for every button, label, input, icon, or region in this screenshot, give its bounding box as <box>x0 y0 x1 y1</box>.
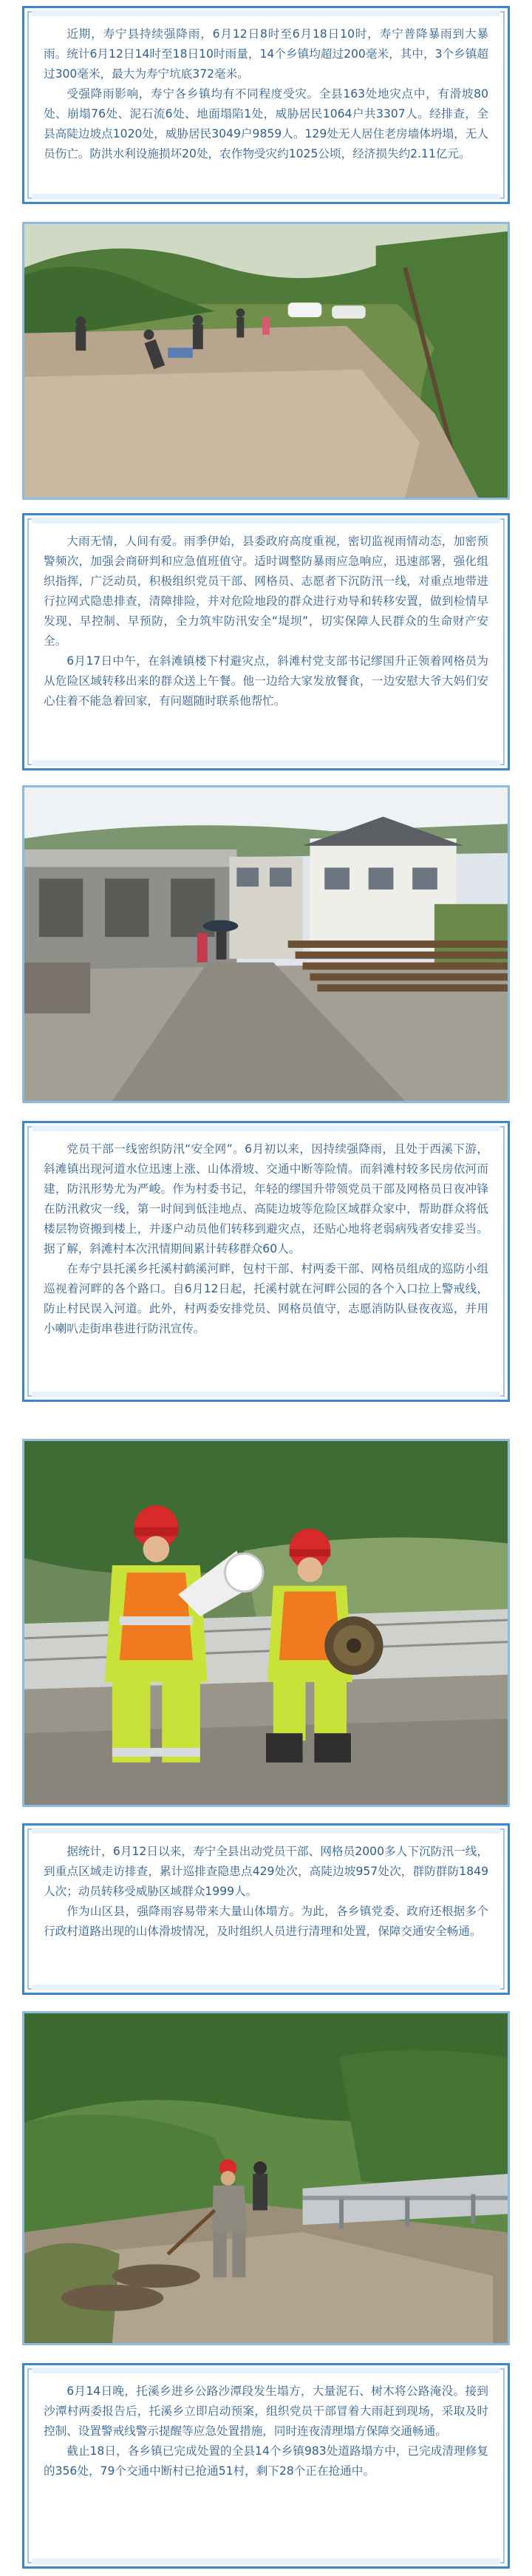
paragraph-2: 受强降雨影响，寿宁各乡镇均有不同程度受灾。全县163处地灾点中，有滑坡80处、崩塌76处、泥石流6处、地面塌陷1处，威胁居民1064户共3307人。经排查，全县高陡边坡点1020处，威胁居民3049户9859人。129处无人居住老房墙体坍塌，无人员伤亡。防洪水利设施损坏20处，农作物受灾约1025公顷，经济损失约2.11亿元。 <box>44 87 488 160</box>
paragraph-1: 近期，寿宁县持续强降雨，6月12日8时至6月18日10时，寿宁普降暴雨到大暴雨。统计6月12日14时至18日10时雨量，14个乡镇均超过200毫米，其中，3个乡镇超过300毫米，最大为寿宁坑底372毫米。 <box>44 27 488 81</box>
paragraph-8: 作为山区县，强降雨容易带来大量山体塌方。为此，各乡镇党委、政府还根据多个行政村道路出现的山体滑坡情况，及时组织人员进行清理和处置，保障交通安全畅通。 <box>44 1905 488 1938</box>
paragraph-7: 据统计，6月12日以来，寿宁全县出动党员干部、网格员2000多人下沉防汛一线，到重点区域走访排查，累计巡排查隐患点429处次，高陡边坡957处次，群防群防1849人次；动员转移受威胁区域群众1999人。 <box>44 1845 488 1898</box>
paragraph-5: 党员干部一线密织防汛“安全网”。6月初以来，因持续强降雨，且处于西溪下游，斜滩镇出现河道水位迅速上涨、山体滑坡、交通中断等险情。而斜滩村较多民房依河而建，防汛形势尤为严峻。作为村委书记，年轻的缪国升带领党员干部及网格员日夜冲锋在防汛救灾一线，第一时间到低洼地点、高陡边坡等危险区域群众家中，帮助群众将低楼层物资搬到楼上，并逐户动员他们转移到避灾点，还贴心地将老弱病残者安排妥当。据了解，斜滩村本次汛情期间累计转移群众60人。 <box>44 1142 488 1255</box>
paragraph-3: 大雨无情，人间有爱。雨季伊始，县委政府高度重视，密切监视雨情动态，加密预警频次，加强会商研判和应急值班值守。适时调整防暴雨应急响应，迅速部署，强化组织指挥，广泛动员，积极组织党员干部、网格员、志愿者下沉防汛一线，对重点地带进行拉网式隐患排查，清障排险，并对危险地段的群众进行劝导和转移安置，做到检情早发现、早控制、早预防，全力筑牢防汛安全“堤坝”，切实保障人民群众的生命财产安全。 <box>44 535 488 648</box>
photo-village-cleanup <box>22 222 510 500</box>
text-card-1 <box>22 6 510 204</box>
paragraph-9: 6月14日晚，托溪乡进乡公路沙潭段发生塌方，大量泥石、树木将公路淹没。接到沙潭村两委报告后，托溪乡立即启动预案，组织党员干部冒着大雨赶到现场，采取及时控制、设置警戒线警示提醒等应急处置措施，同时连夜清理塌方保障交通畅通。 <box>44 2385 488 2438</box>
text-card-3 <box>22 1121 510 1402</box>
photo-landslide-clearing <box>22 2011 510 2345</box>
paragraph-6: 在寿宁县托溪乡托溪村鹤溪河畔，包村干部、村两委干部、网格员组成的巡防小组巡视着河畔的各个路口。自6月12日起，托溪村就在河畔公园的各个入口拉上警戒线，防止村民误入河道。此外，村两委安排党员、网格员值守，志愿消防队昼夜夜巡，并用小喇叭走街串巷进行防汛宣传。 <box>44 1262 488 1335</box>
photo-flooded-street <box>22 785 510 1103</box>
photo-patrol-workers <box>22 1439 510 1807</box>
paragraph-10: 截止18日，各乡镇已完成处置的全县14个乡镇983处道路塌方中，已完成清理修复的356处，79个交通中断村已抢通51村，剩下28个正在抢通中。 <box>44 2444 488 2478</box>
text-card-2 <box>22 513 510 770</box>
text-card-4 <box>22 1823 510 1995</box>
text-card-5 <box>22 2363 510 2569</box>
paragraph-4: 6月17日中午，在斜滩镇楼下村避灾点，斜滩村党支部书记缪国升正领着网格员为从危险区域转移出来的群众送上午餐。他一边给大家发放餐食，一边安慰大爷大妈们安心住着不能急着回家，有问题随时联系他帮忙。 <box>44 654 488 708</box>
